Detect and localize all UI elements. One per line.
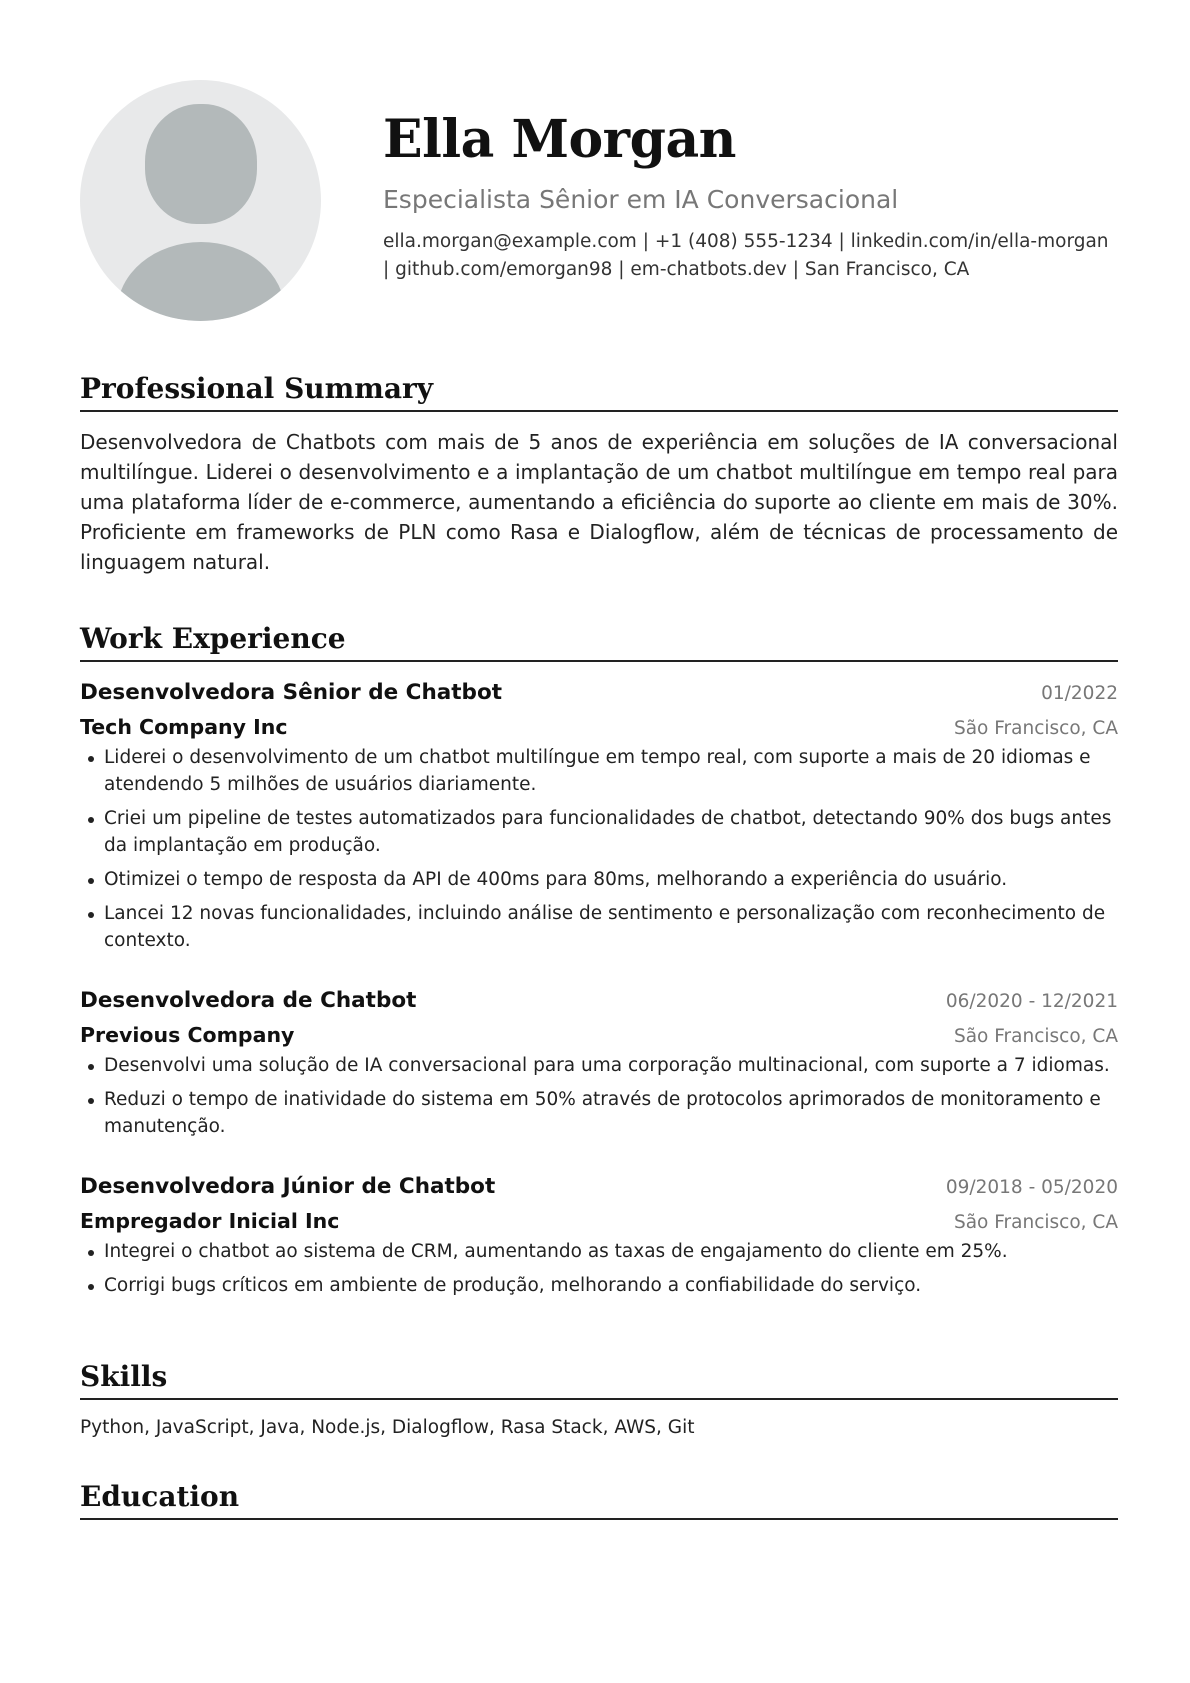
contact-line-1: ella.morgan@example.com | +1 (408) 555-1234 | linkedin.com/in/ella-morgan [383,231,1109,252]
job-entry [80,984,1118,1140]
job-date: 06/2020 - 12/2021 [945,990,1118,1012]
summary-heading: Professional Summary [80,372,1118,412]
job-company: Previous Company [80,1022,295,1047]
job-title: Desenvolvedora de Chatbot [80,987,417,1013]
job-bullet: Liderei o desenvolvimento de um chatbot multilíngue em tempo real, com suporte a mais de 20 idiomas e atendendo 5 milhões de usuários diariamente. [80,744,1118,798]
job-title: Desenvolvedora Júnior de Chatbot [80,1173,496,1199]
job-location: São Francisco, CA [953,717,1118,739]
job-company: Tech Company Inc [80,714,288,739]
job-location: São Francisco, CA [953,1211,1118,1233]
experience-section [80,622,1118,1306]
contact-line-2: | github.com/emorgan98 | em-chatbots.dev | San Francisco, CA [383,259,970,280]
job-bullets [80,744,1118,954]
contact-info [383,228,1118,284]
job-company: Empregador Inicial Inc [80,1208,340,1233]
job-bullets [80,1238,1118,1299]
job-date: 09/2018 - 05/2020 [945,1176,1118,1198]
job-location: São Francisco, CA [953,1025,1118,1047]
avatar [80,80,321,321]
summary-text: Desenvolvedora de Chatbots com mais de 5 anos de experiência em soluções de IA conversacional multilíngue. Liderei o desenvolvimento e a implantação de um chatbot multilíngue em tempo real para uma plataforma líder de e-commerce, aumentando a eficiência do suporte ao cliente em mais de 30%. Proficiente em frameworks de PLN como Rasa e Dialogflow, além de técnicas de processamento de linguagem natural. [80,429,1118,574]
job-title: Desenvolvedora Sênior de Chatbot [80,679,502,705]
job-date: 01/2022 [1041,682,1118,704]
avatar-body-shape [117,242,285,321]
job-entry [80,1170,1118,1299]
resume-header [80,80,1118,325]
skills-section [80,1360,1118,1441]
candidate-role: Especialista Sênior em IA Conversacional [383,185,899,214]
job-bullets [80,1052,1118,1140]
job-bullet: Otimizei o tempo de resposta da API de 400ms para 80ms, melhorando a experiência do usuário. [80,866,1118,893]
avatar-head-shape [145,104,257,224]
experience-heading: Work Experience [80,622,1118,662]
job-bullet: Reduzi o tempo de inatividade do sistema em 50% através de protocolos aprimorados de monitoramento e manutenção. [80,1086,1118,1140]
skills-heading: Skills [80,1360,1118,1400]
header-text [383,80,1118,284]
job-bullet: Corrigi bugs críticos em ambiente de produção, melhorando a confiabilidade do serviço. [80,1272,1118,1299]
education-section [80,1480,1118,1520]
job-entry [80,676,1118,954]
job-bullet: Integrei o chatbot ao sistema de CRM, aumentando as taxas de engajamento do cliente em 25%. [80,1238,1118,1265]
summary-section [80,372,1118,577]
job-bullet: Lancei 12 novas funcionalidades, incluindo análise de sentimento e personalização com reconhecimento de contexto. [80,900,1118,954]
candidate-name: Ella Morgan [383,109,736,170]
job-bullet: Desenvolvi uma solução de IA conversacional para uma corporação multinacional, com suporte a 7 idiomas. [80,1052,1118,1079]
education-heading: Education [80,1480,1118,1520]
job-bullet: Criei um pipeline de testes automatizados para funcionalidades de chatbot, detectando 90% dos bugs antes da implantação em produção. [80,805,1118,859]
skills-text: Python, JavaScript, Java, Node.js, Dialogflow, Rasa Stack, AWS, Git [80,1416,695,1438]
